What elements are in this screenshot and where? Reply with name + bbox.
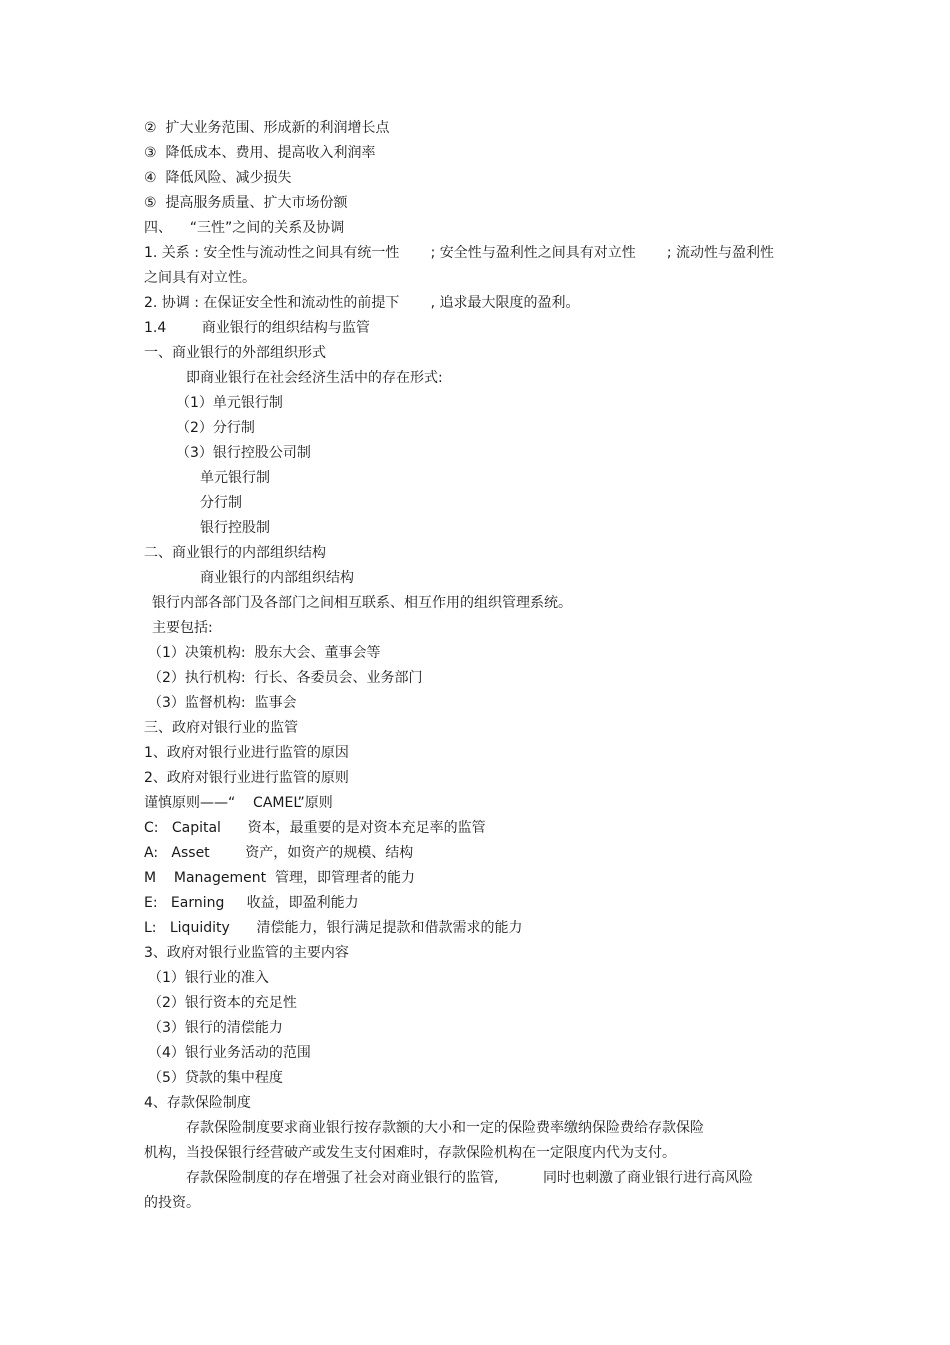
list-item: （1）单元银行制 <box>176 395 283 411</box>
text-line: 4、存款保险制度 <box>144 1095 251 1111</box>
text-line: ⑤ 提高服务质量、扩大市场份额 <box>144 195 348 211</box>
paragraph-line: 机构，当投保银行经营破产或发生支付困难时，存款保险机构在一定限度内代为支付。 <box>144 1145 676 1161</box>
section-heading: 四、 “三性”之间的关系及协调 <box>144 220 345 236</box>
list-item: （2）执行机构: 行长、各委员会、业务部门 <box>148 670 423 686</box>
text-line: 银行控股制 <box>200 520 270 536</box>
list-item: （1）银行业的准入 <box>148 970 269 986</box>
text-line: 即商业银行在社会经济生活中的存在形式: <box>186 370 443 386</box>
paragraph-line: 存款保险制度的存在增强了社会对商业银行的监管, 同时也刺激了商业银行进行高风险 <box>186 1170 753 1186</box>
text-line: ③ 降低成本、费用、提高收入利润率 <box>144 145 376 161</box>
list-item: （2）分行制 <box>176 420 255 436</box>
text-line: 1. 关系 : 安全性与流动性之间具有统一性 ; 安全性与盈利性之间具有对立性 ; 流动性与盈利性 <box>144 245 775 261</box>
text-line: 单元银行制 <box>200 470 270 486</box>
text-line: 之间具有对立性。 <box>144 270 256 286</box>
text-line: ② 扩大业务范围、形成新的利润增长点 <box>144 120 390 136</box>
section-heading: 二、商业银行的内部组织结构 <box>144 545 326 561</box>
text-line: 银行内部各部门及各部门之间相互联系、相互作用的组织管理系统。 <box>152 595 572 611</box>
list-item: （3）银行控股公司制 <box>176 445 311 461</box>
section-heading: 一、商业银行的外部组织形式 <box>144 345 326 361</box>
camel-item: A: Asset 资产，如资产的规模、结构 <box>144 845 414 861</box>
camel-item: L: Liquidity 清偿能力，银行满足提款和借款需求的能力 <box>144 920 523 936</box>
paragraph-line: 存款保险制度要求商业银行按存款额的大小和一定的保险费率缴纳保险费给存款保险 <box>186 1120 704 1136</box>
text-line: 1、政府对银行业进行监管的原因 <box>144 745 349 761</box>
text-line: ④ 降低风险、减少损失 <box>144 170 292 186</box>
list-item: （1）决策机构: 股东大会、董事会等 <box>148 645 381 661</box>
text-line: 2. 协调 : 在保证安全性和流动性的前提下 , 追求最大限度的盈利。 <box>144 295 580 311</box>
list-item: （5）贷款的集中程度 <box>148 1070 283 1086</box>
text-line: 主要包括: <box>152 620 213 636</box>
camel-item: E: Earning 收益，即盈利能力 <box>144 895 359 911</box>
camel-item: C: Capital 资本，最重要的是对资本充足率的监管 <box>144 820 486 836</box>
camel-item: M Management 管理，即管理者的能力 <box>144 870 416 886</box>
list-item: （3）监督机构: 监事会 <box>148 695 297 711</box>
list-item: （3）银行的清偿能力 <box>148 1020 283 1036</box>
section-heading: 三、政府对银行业的监管 <box>144 720 298 736</box>
text-line: 分行制 <box>200 495 242 511</box>
text-line: 3、政府对银行业监管的主要内容 <box>144 945 349 961</box>
list-item: （2）银行资本的充足性 <box>148 995 297 1011</box>
text-line: 2、政府对银行业进行监管的原则 <box>144 770 349 786</box>
paragraph-line: 的投资。 <box>144 1195 200 1211</box>
text-line: 商业银行的内部组织结构 <box>200 570 354 586</box>
chapter-heading: 1.4 商业银行的组织结构与监管 <box>144 320 370 336</box>
list-item: （4）银行业务活动的范围 <box>148 1045 311 1061</box>
text-line: 谨慎原则——“ CAMEL”原则 <box>144 795 333 811</box>
